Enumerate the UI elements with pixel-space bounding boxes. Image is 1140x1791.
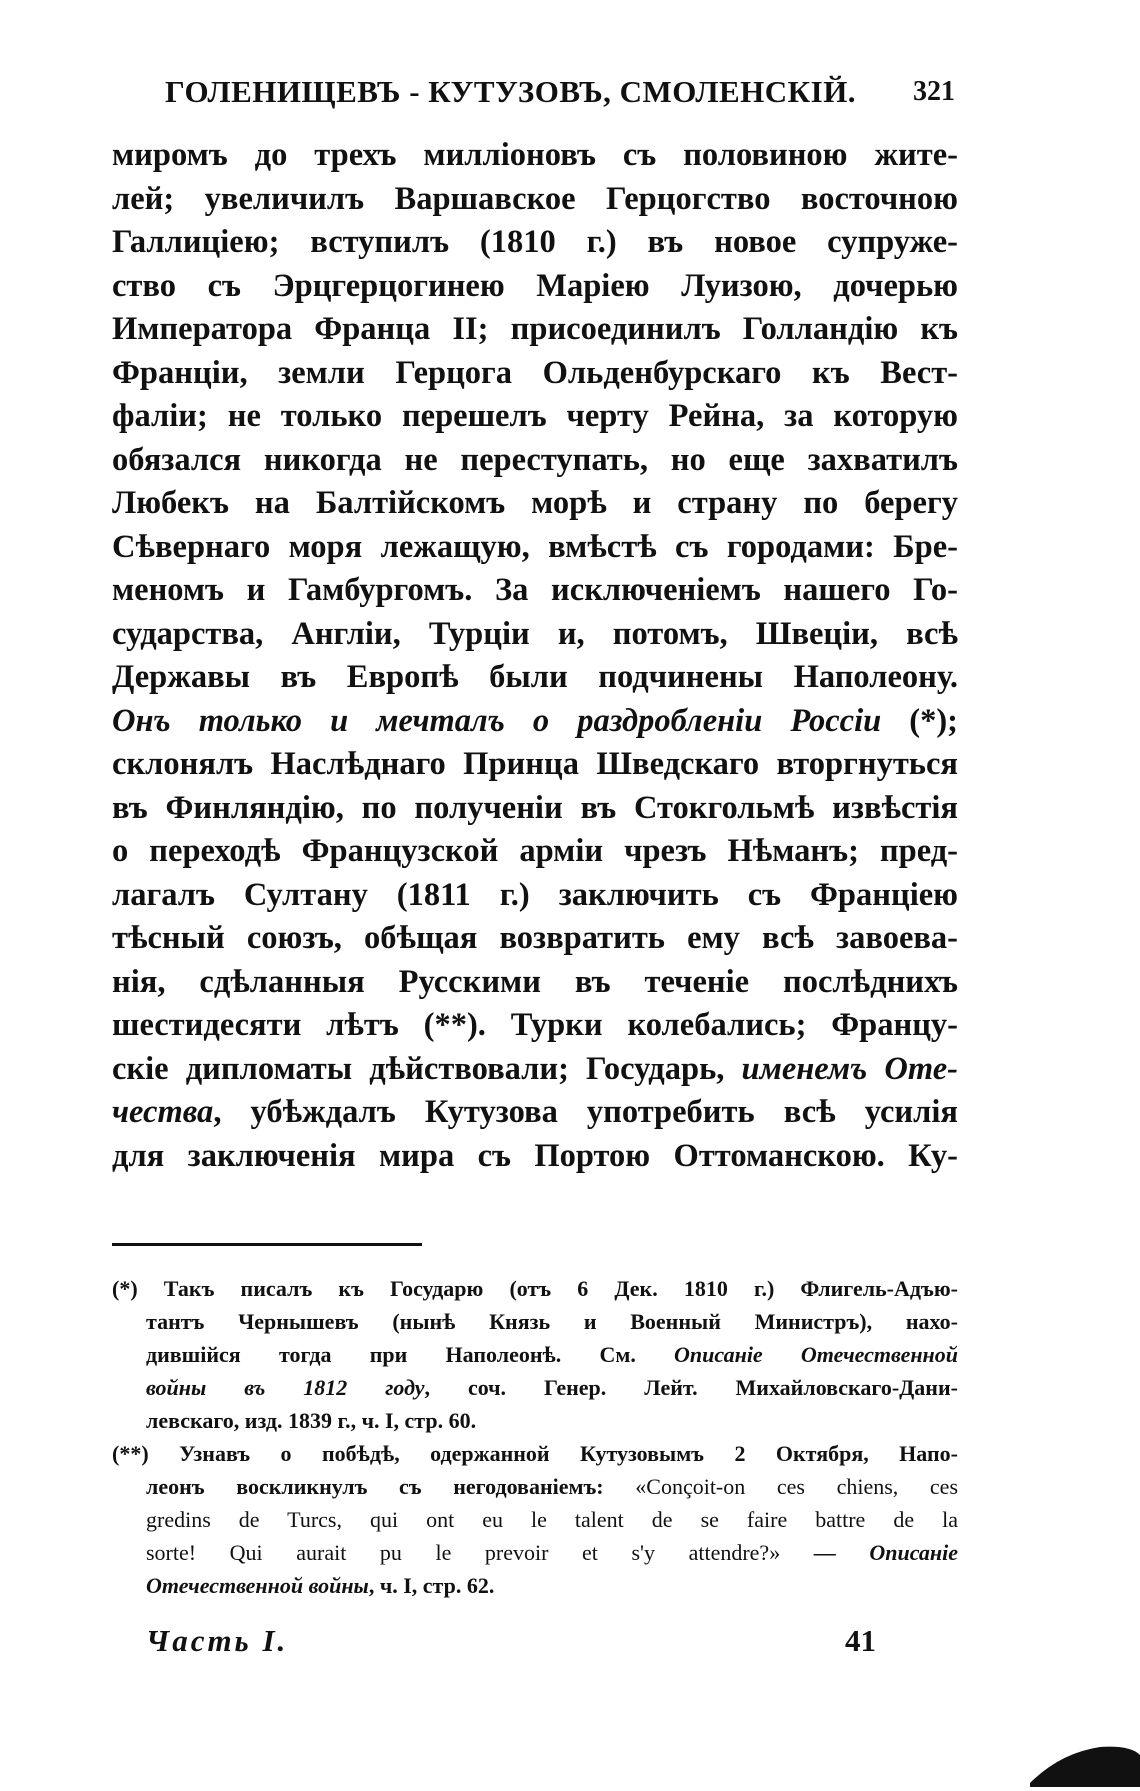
part-label: Часть I. [146,1623,289,1658]
text-line: Державы въ Европѣ были подчинены Наполеону. [112,659,958,695]
text-line: обязался никогда не переступать, но еще захватилъ [112,441,958,478]
text-line: шестидесяти лѣтъ (**). Турки колебались; Францу- [112,1007,958,1043]
text-segment: — [780,1540,870,1565]
text-line: миромъ до трехъ милліоновъ съ половиною жите- [112,137,958,173]
main-text [112,134,958,1178]
footnote-1-line [112,1371,958,1404]
header-title: ГОЛЕНИЩЕВЪ - КУТУЗОВЪ, СМОЛЕНСКІЙ. [165,74,857,109]
text-line: Императора Франца II; присоединилъ Голландію къ [112,311,958,347]
text-segment: скіе дипломаты дѣйствовали; Государь, [112,1050,725,1087]
italic-phrase: именемъ Оте- [724,1050,958,1087]
page-footer [146,1623,876,1673]
text-line [112,1048,958,1092]
text-line: лагалъ Султану (1811 г.) заключить съ Франціею [112,876,958,913]
italic-phrase: Онъ только и мечталъ о раздробленіи Россіи [112,702,882,739]
text-line: склонялъ Наслѣднаго Принца Шведскаго вторгнуться [112,746,958,782]
text-line: сударства, Англіи, Турціи и, потомъ, Швеціи, всѣ [112,615,958,652]
text-line-italic [112,700,958,744]
ornament-shape [1030,1735,1140,1787]
text-line: Любекъ на Балтійскомъ морѣ и страну по берегу [112,485,958,521]
text-line: тѣсный союзъ, обѣщая возвратить ему всѣ завоева- [112,920,958,956]
text-line: меномъ и Гамбургомъ. За исключеніемъ нашего Го- [112,572,958,608]
text-line: въ Финляндію, по полученіи въ Стокгольмѣ извѣстія [112,789,958,826]
footnote-2-line [112,1569,958,1602]
text-line: лей; увеличилъ Варшавское Герцогство восточною [112,180,958,217]
footnote-1-line: (*) Такъ писалъ къ Государю (отъ 6 Дек. 1810 г.) Флигель-Адъю- [112,1276,958,1301]
footnote-ref: (*); [881,702,958,739]
footnote-2-line: gredins de Turcs, qui ont eu le talent de se faire battre de la [146,1507,958,1532]
text-line: фаліи; не только перешелъ черту Рейна, за которую [112,398,958,434]
text-line: о переходѣ Французской арміи чрезъ Нѣманъ; пред- [112,833,958,869]
text-segment: , убѣждалъ Кутузова употребить всѣ усилія [213,1094,958,1130]
footnote-2-line [112,1536,958,1569]
text-line: ство съ Эрцгерцогинею Маріею Луизою, дочерью [112,267,958,304]
footnote-rule [112,1243,422,1246]
text-line [112,1091,958,1135]
footnote-2-line: (**) Узнавъ о побѣдѣ, одержанной Кутузовымъ 2 Октября, Напо- [112,1441,958,1466]
french-quote: «Conçoit-on ces chiens, ces [635,1474,959,1499]
text-line: нія, сдѣланныя Русскими въ теченіе послѣднихъ [112,963,958,1000]
signature-mark: 41 [845,1623,876,1658]
text-line: для заключенія мира съ Портою Оттоманскою. Ку- [112,1137,958,1174]
text-segment: , ч. I, стр. 62. [368,1573,495,1598]
italic-phrase: чества [112,1094,214,1130]
running-header [165,66,955,116]
text-line: Галлиціею; вступилъ (1810 г.) въ новое супруже- [112,224,958,260]
text-segment: , соч. Генер. Лейт. Михайловскаго-Дани- [424,1375,958,1400]
footnote-1-line: тантъ Чернышевъ (нынѣ Князь и Военный Министръ), нахо- [146,1309,958,1334]
text-line: Сѣвернаго моря лежащую, вмѣстѣ съ городами: Бре- [112,528,958,565]
italic-phrase: войны въ 1812 году [146,1375,425,1400]
text-segment: дившійся тогда при Наполеонѣ. См. [146,1342,675,1367]
footnote-2-line [112,1470,958,1503]
text-segment: леонъ воскликнулъ съ негодованіемъ: [146,1474,636,1499]
italic-phrase: Отечественной войны [146,1573,369,1598]
page-number: 321 [913,76,955,107]
page-edge-ornament [1030,1735,1140,1787]
footnotes [112,1272,958,1602]
italic-phrase: Описаніе [869,1540,959,1565]
french-quote: sorte! Qui aurait pu le prevoir et s'y attendre?» [146,1540,781,1565]
footnote-1-line [112,1338,958,1371]
text-line: Франціи, земли Герцога Ольденбурскаго къ Вест- [112,354,958,391]
footnote-1-line: левскаго, изд. 1839 г., ч. I, стр. 60. [146,1408,477,1433]
italic-phrase: Описаніе Отечественной [674,1342,958,1367]
